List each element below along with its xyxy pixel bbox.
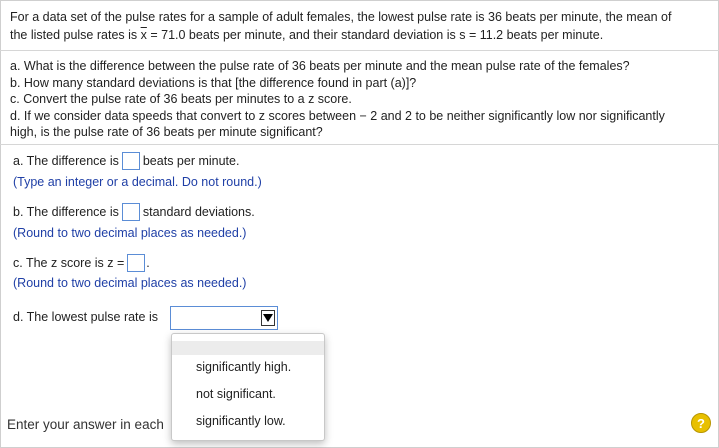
option-not-significant[interactable]: not significant.: [196, 387, 276, 401]
question-d: d. If we consider data speeds that convert to z scores between − 2 and 2 to be neither significantly low nor significantly: [10, 108, 665, 123]
answer-a-hint: (Type an integer or a decimal. Do not round.): [13, 175, 262, 189]
dropdown-arrow-icon[interactable]: [261, 310, 275, 326]
divider: [0, 50, 719, 51]
dropdown-menu: [171, 333, 325, 441]
dropdown-blank-option[interactable]: [172, 341, 324, 355]
answer-d-select[interactable]: [170, 306, 278, 330]
problem-line-2b: = 71.0 beats per minute, and their standard deviation is s = 11.2 beats per minute.: [146, 27, 604, 42]
problem-line-2a: the listed pulse rates is: [10, 27, 141, 42]
answer-a-row: [13, 152, 239, 170]
divider: [0, 144, 719, 145]
answer-c-suffix: .: [146, 256, 150, 270]
x-bar-symbol: $\overline{x}$: [140, 27, 147, 42]
answer-c-hint: (Round to two decimal places as needed.): [13, 276, 247, 290]
answer-a-suffix: beats per minute.: [142, 154, 240, 168]
footer-instruction: Enter your answer in each: [7, 417, 164, 432]
option-significantly-low[interactable]: significantly low.: [196, 414, 286, 428]
answer-d-prefix: d. The lowest pulse rate is: [13, 310, 158, 324]
question-c: c. Convert the pulse rate of 36 beats per minutes to a z score.: [10, 92, 352, 106]
answer-a-prefix: a. The difference is: [13, 154, 119, 168]
question-d-cont: high, is the pulse rate of 36 beats per minute significant?: [10, 125, 323, 139]
answer-c-row: [13, 254, 150, 272]
answer-d-row: [13, 310, 158, 324]
problem-line-2: [10, 27, 710, 45]
answer-b-prefix: b. The difference is: [13, 205, 119, 219]
help-icon[interactable]: ?: [691, 413, 711, 433]
question-parts: [10, 58, 710, 141]
answer-c-prefix: c. The z score is z =: [13, 256, 125, 270]
answer-b-input[interactable]: [122, 203, 140, 221]
question-b: b. How many standard deviations is that [the difference found in part (a)]?: [10, 75, 417, 90]
option-significantly-high[interactable]: significantly high.: [196, 360, 292, 374]
question-a: a. What is the difference between the pulse rate of 36 beats per minute and the mean pulse rate of the females?: [10, 59, 630, 73]
answer-c-input[interactable]: [127, 254, 145, 272]
problem-statement: [10, 9, 710, 44]
answer-b-row: [13, 203, 255, 221]
answer-a-input[interactable]: [122, 152, 140, 170]
answer-b-hint: (Round to two decimal places as needed.): [13, 226, 247, 240]
answer-b-suffix: standard deviations.: [142, 205, 255, 219]
problem-line-1: For a data set of the pulse rates for a sample of adult females, the lowest pulse rate is 36 beats per minute, the mean of: [10, 10, 672, 24]
